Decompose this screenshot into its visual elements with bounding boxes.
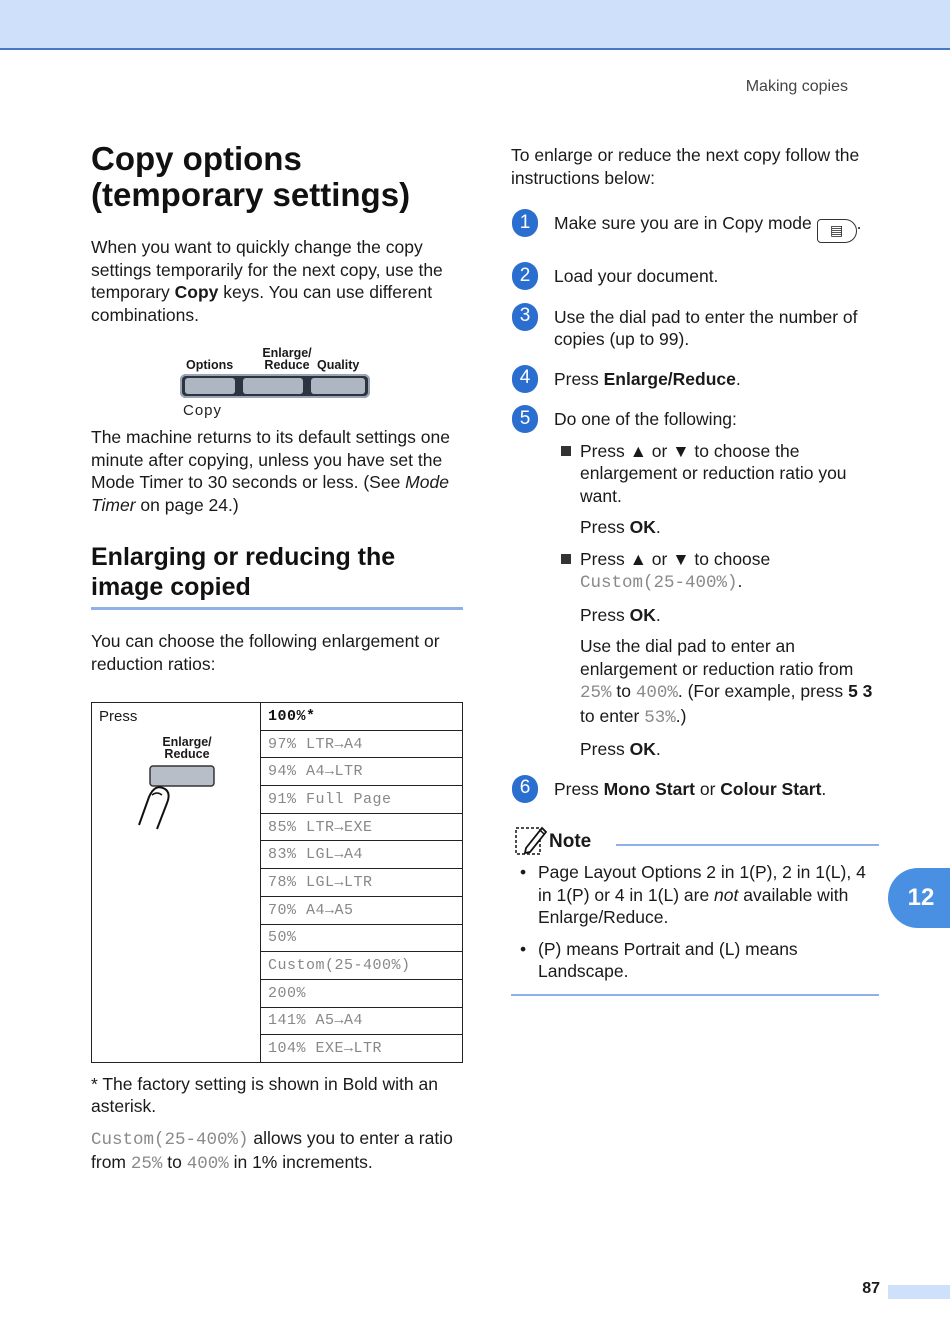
period: . bbox=[655, 739, 661, 759]
enlarge-key-label-2: Reduce bbox=[264, 358, 310, 372]
ratio-option: 91% Full Page bbox=[261, 786, 463, 814]
copy-keys-illustration bbox=[91, 344, 463, 418]
running-head: Making copies bbox=[745, 78, 848, 95]
ratio-option: Custom(25-400%) bbox=[261, 952, 463, 980]
to-text: to bbox=[611, 681, 636, 701]
right-column bbox=[511, 144, 879, 996]
example-ratio: 53% bbox=[644, 707, 676, 728]
enlarge-reduce-press-illustration bbox=[99, 733, 259, 833]
period: . bbox=[655, 517, 661, 537]
ok-key-name: OK bbox=[629, 517, 656, 537]
bullet-icon: • bbox=[520, 938, 527, 959]
press-cell bbox=[92, 703, 261, 1063]
ratio-option: 104% EXE→LTR bbox=[261, 1035, 463, 1063]
footnote: * The factory setting is shown in Bold with an asterisk. bbox=[91, 1073, 438, 1117]
step-1-end: . bbox=[856, 213, 862, 233]
ratio-option: 70% A4→A5 bbox=[261, 896, 463, 924]
section-title: Enlarging or reducing the image copied bbox=[91, 542, 463, 610]
step-6-or: or bbox=[695, 778, 721, 799]
instructions-intro: To enlarge or reduce the next copy follow the instructions below: bbox=[511, 145, 860, 188]
mode-timer-reference: Mode Timer bbox=[91, 472, 449, 515]
note-1-emphasis: not bbox=[714, 884, 739, 905]
ratio-option: 83% LGL→A4 bbox=[261, 841, 463, 869]
example-keys: 5 3 bbox=[848, 681, 873, 701]
min-ratio: 25% bbox=[580, 683, 612, 703]
press-text: Press bbox=[580, 739, 630, 759]
note-pencil-icon bbox=[514, 824, 548, 856]
custom-note-text: allows you to enter a ratio from bbox=[91, 1127, 453, 1173]
note-2-text: (P) means Portrait and (L) means Landscape. bbox=[538, 938, 798, 981]
step-6-text: Press bbox=[554, 778, 604, 799]
step-number-4: 4 bbox=[512, 365, 538, 393]
step-4-end: . bbox=[735, 368, 741, 389]
option-b-press-ok-2 bbox=[580, 738, 879, 761]
finger-press-icon bbox=[99, 733, 259, 833]
page-title bbox=[91, 141, 463, 213]
enlarge-reduce-key-name: Enlarge/Reduce bbox=[603, 368, 736, 389]
custom-option-text: Custom(25-400%) bbox=[91, 1129, 249, 1150]
dial-text-2: . (For example, press bbox=[677, 681, 849, 701]
intro-text-end: keys. You can use different combinations. bbox=[91, 282, 433, 325]
ok-key-name: OK bbox=[629, 604, 656, 625]
chapter-tab: 12 bbox=[888, 868, 950, 928]
copy-key-bar bbox=[180, 374, 370, 398]
custom-note-to: to bbox=[162, 1152, 187, 1173]
intro-text: When you want to quickly change the copy settings temporarily for the next copy, use the temporary bbox=[91, 237, 443, 302]
title-line-2: (temporary settings) bbox=[91, 176, 411, 213]
option-b-text: Press ▲ or ▼ to choose bbox=[580, 548, 771, 569]
dial-text-4: .) bbox=[675, 705, 687, 726]
button-label-2: Reduce bbox=[164, 747, 210, 761]
quality-key-label: Quality bbox=[317, 358, 360, 372]
period: . bbox=[737, 571, 743, 591]
note-bottom-rule bbox=[511, 994, 879, 996]
note-1-text-end: available with Enlarge/Reduce. bbox=[538, 884, 849, 927]
copy-keys-caption: Copy bbox=[183, 402, 223, 419]
ratio-option: 94% A4→LTR bbox=[261, 758, 463, 786]
top-band bbox=[0, 0, 950, 50]
step-4-text: Press bbox=[554, 368, 604, 389]
note-header bbox=[511, 824, 879, 856]
ratios-intro: You can choose the following enlargement or reduction ratios: bbox=[91, 631, 440, 674]
period: . bbox=[655, 604, 661, 625]
max-ratio: 400% bbox=[186, 1154, 229, 1175]
ratio-option: 50% bbox=[261, 924, 463, 952]
option-a-text: Press ▲ or ▼ to choose the enlargement or reduction ratio you want. bbox=[580, 440, 847, 506]
step-4 bbox=[511, 368, 879, 391]
copy-mode-icon: ▤ bbox=[817, 219, 857, 243]
dial-text-3: to enter bbox=[580, 705, 645, 726]
press-text: Press bbox=[580, 517, 630, 537]
ratio-table bbox=[91, 702, 463, 1063]
dial-text: Use the dial pad to enter an enlargement or reduction ratio from bbox=[580, 636, 854, 679]
ratio-option: 97% LTR→A4 bbox=[261, 730, 463, 758]
press-text: Press bbox=[580, 604, 630, 625]
custom-note bbox=[91, 1127, 463, 1176]
step-1-text: Make sure you are in Copy mode bbox=[554, 213, 812, 233]
colour-start-key-name: Colour Start bbox=[720, 778, 822, 799]
note-item-2 bbox=[511, 938, 879, 983]
options-key-label: Options bbox=[186, 358, 234, 372]
step-6 bbox=[511, 778, 879, 801]
title-line-1: Copy options bbox=[91, 140, 302, 177]
square-bullet-icon bbox=[561, 446, 571, 456]
custom-option-text: Custom(25-400%) bbox=[580, 573, 738, 593]
step-1 bbox=[511, 212, 879, 243]
option-a-press-ok bbox=[580, 516, 879, 539]
ratio-option: 141% A5→A4 bbox=[261, 1007, 463, 1035]
step-number-2: 2 bbox=[512, 262, 538, 290]
option-b-press-ok bbox=[580, 604, 879, 627]
page-number: 87 bbox=[862, 1280, 880, 1297]
enlarge-key-label-1: Enlarge/ bbox=[262, 346, 312, 360]
button-label-1: Enlarge/ bbox=[162, 735, 212, 749]
quality-key bbox=[311, 378, 365, 394]
ratio-option: 200% bbox=[261, 979, 463, 1007]
bullet-icon: • bbox=[520, 862, 527, 882]
note-1-text: Page Layout Options 2 in 1(P), 2 in 1(L), 4 in 1(P) or 4 in 1(L) are bbox=[538, 862, 866, 905]
left-column bbox=[91, 141, 463, 1176]
page-number-bar bbox=[888, 1285, 950, 1299]
note-rule bbox=[616, 844, 879, 846]
ok-key-name: OK bbox=[629, 739, 656, 759]
press-label: Press bbox=[99, 708, 138, 725]
ratio-option: 85% LTR→EXE bbox=[261, 813, 463, 841]
step-2-text: Load your document. bbox=[554, 266, 719, 286]
default-settings-text: The machine returns to its default settings one minute after copying, unless you have set the Mode Timer to 30 seconds or less. (See bbox=[91, 427, 450, 492]
default-settings-paragraph bbox=[91, 426, 463, 516]
square-bullet-icon bbox=[561, 554, 571, 564]
option-choose-ratio bbox=[554, 440, 879, 508]
note-item-1 bbox=[511, 861, 879, 929]
intro-paragraph bbox=[91, 236, 463, 326]
option-b-dial-instructions bbox=[580, 635, 879, 729]
option-choose-custom bbox=[554, 548, 879, 595]
step-2 bbox=[511, 265, 879, 288]
intro-bold-copy: Copy bbox=[174, 282, 219, 302]
step-3 bbox=[511, 306, 879, 351]
step-number-3: 3 bbox=[512, 303, 538, 331]
step-5-text: Do one of the following: bbox=[554, 409, 737, 429]
max-ratio: 400% bbox=[635, 683, 678, 703]
note-title: Note bbox=[549, 831, 592, 852]
table-row bbox=[92, 703, 463, 731]
enlarge-reduce-key bbox=[243, 378, 303, 394]
step-3-text: Use the dial pad to enter the number of copies (up to 99). bbox=[554, 306, 858, 349]
ratio-option: 78% LGL→LTR bbox=[261, 869, 463, 897]
step-6-end: . bbox=[821, 778, 827, 799]
custom-note-end: in 1% increments. bbox=[228, 1152, 373, 1173]
ratio-option-default: 100%* bbox=[261, 703, 463, 731]
min-ratio: 25% bbox=[130, 1154, 163, 1175]
step-number-1: 1 bbox=[512, 209, 538, 237]
mono-start-key-name: Mono Start bbox=[603, 778, 695, 799]
default-settings-text-end: on page 24.) bbox=[135, 494, 239, 515]
step-5 bbox=[511, 408, 879, 431]
note-box bbox=[511, 824, 879, 996]
step-number-6: 6 bbox=[512, 775, 538, 803]
step-number-5: 5 bbox=[512, 405, 538, 433]
options-key bbox=[185, 378, 235, 394]
